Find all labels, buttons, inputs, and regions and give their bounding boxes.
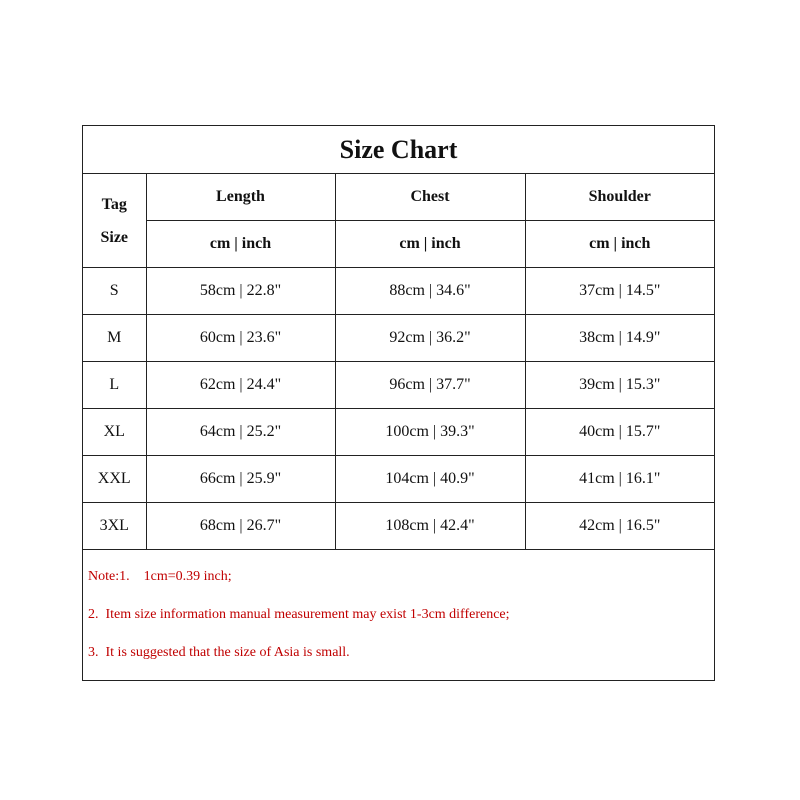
size-chart-table: [83, 126, 714, 550]
table-row: [83, 409, 714, 456]
tag-header-line1: Tag: [101, 195, 127, 213]
tag-header-line2: Size: [100, 228, 129, 246]
size-cell: XL: [83, 409, 146, 456]
length-cell: 64cm | 25.2": [146, 409, 335, 456]
shoulder-cell: 37cm | 14.5": [525, 268, 714, 315]
note-1: Note:1. 1cm=0.39 inch;: [88, 569, 232, 584]
size-cell: XXL: [83, 456, 146, 503]
header-row: [83, 174, 714, 221]
chest-cell: 104cm | 40.9": [335, 456, 525, 503]
shoulder-cell: 38cm | 14.9": [525, 315, 714, 362]
chest-header: Chest: [335, 174, 525, 221]
length-cell: 68cm | 26.7": [146, 503, 335, 550]
shoulder-cell: 42cm | 16.5": [525, 503, 714, 550]
size-chart: [82, 125, 715, 681]
table-row: [83, 268, 714, 315]
chest-cell: 96cm | 37.7": [335, 362, 525, 409]
size-cell: S: [83, 268, 146, 315]
shoulder-cell: 41cm | 16.1": [525, 456, 714, 503]
size-cell: 3XL: [83, 503, 146, 550]
length-unit: cm | inch: [146, 221, 335, 268]
size-cell: L: [83, 362, 146, 409]
table-row: [83, 315, 714, 362]
chest-cell: 92cm | 36.2": [335, 315, 525, 362]
chest-cell: 100cm | 39.3": [335, 409, 525, 456]
table-row: [83, 456, 714, 503]
shoulder-header: Shoulder: [525, 174, 714, 221]
shoulder-cell: 40cm | 15.7": [525, 409, 714, 456]
length-cell: 60cm | 23.6": [146, 315, 335, 362]
chart-title: Size Chart: [83, 126, 714, 174]
title-row: [83, 126, 714, 174]
length-cell: 58cm | 22.8": [146, 268, 335, 315]
length-cell: 62cm | 24.4": [146, 362, 335, 409]
length-header: Length: [146, 174, 335, 221]
table-row: [83, 362, 714, 409]
length-cell: 66cm | 25.9": [146, 456, 335, 503]
shoulder-unit: cm | inch: [525, 221, 714, 268]
tag-size-header: [83, 174, 146, 268]
chest-cell: 108cm | 42.4": [335, 503, 525, 550]
table-row: [83, 503, 714, 550]
unit-row: [83, 221, 714, 268]
shoulder-cell: 39cm | 15.3": [525, 362, 714, 409]
note-3: 3. It is suggested that the size of Asia is small.: [88, 645, 350, 660]
chest-cell: 88cm | 34.6": [335, 268, 525, 315]
size-cell: M: [83, 315, 146, 362]
note-2: 2. Item size information manual measurement may exist 1-3cm difference;: [88, 607, 510, 622]
chest-unit: cm | inch: [335, 221, 525, 268]
